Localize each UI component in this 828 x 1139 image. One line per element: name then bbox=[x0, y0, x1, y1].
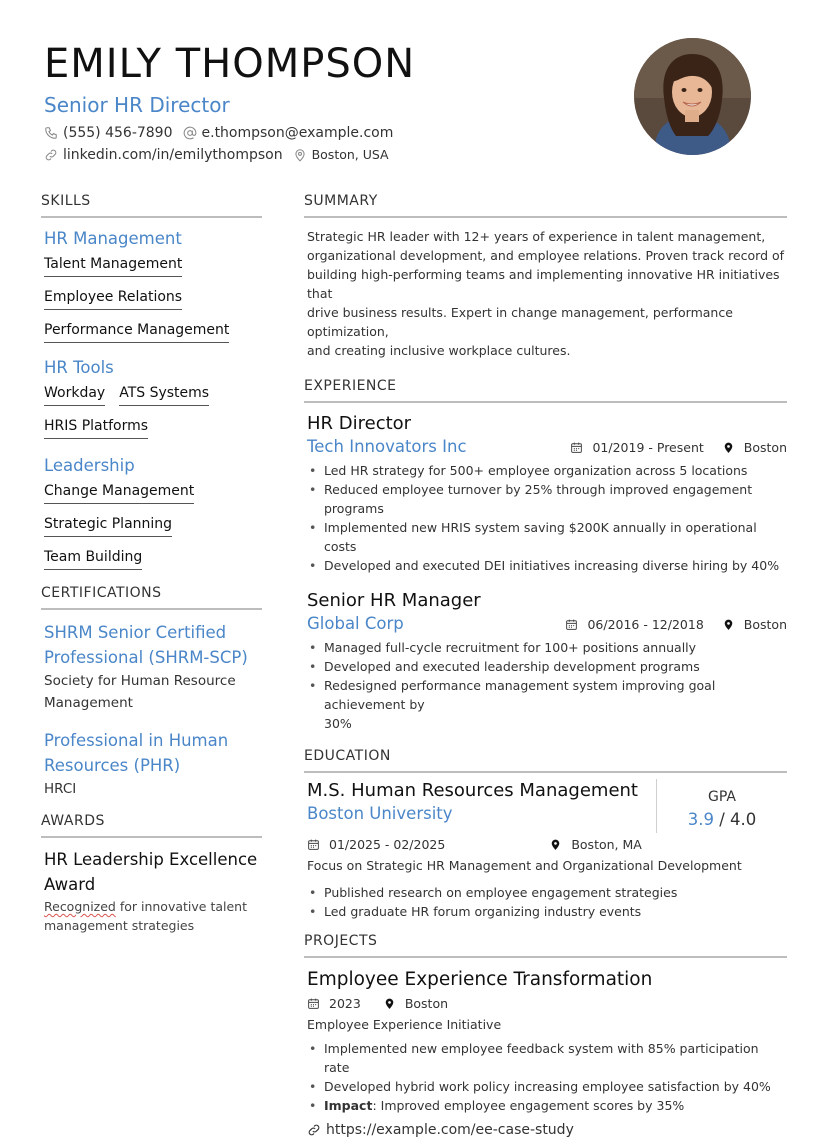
phone-contact[interactable] bbox=[44, 124, 173, 142]
certification-title: Resources (PHR) bbox=[44, 756, 181, 775]
degree-title: M.S. Human Resources Management bbox=[307, 780, 638, 801]
gpa-score: 3.9 bbox=[687, 810, 714, 829]
summary-heading: SUMMARY bbox=[304, 192, 787, 218]
phone-icon bbox=[44, 126, 58, 140]
summary-line: organizational development, and employee relations. Proven track record of bbox=[307, 248, 785, 263]
link-icon bbox=[307, 1123, 321, 1137]
job-meta bbox=[552, 440, 787, 455]
education-dates: 01/2025 - 02/2025 bbox=[329, 837, 446, 852]
project-link-text: https://example.com/ee-case-study bbox=[326, 1122, 574, 1138]
certification-issuer: Society for Human Resource bbox=[44, 673, 236, 689]
impact-text: : Improved employee engagement scores by 35% bbox=[372, 1098, 685, 1113]
position-title: Senior HR Manager bbox=[307, 590, 481, 611]
skill-chip: Strategic Planning bbox=[44, 515, 172, 537]
list-item: • Implemented new employee feedback system with 85% participation rate bbox=[307, 1039, 787, 1077]
skill-category bbox=[41, 357, 262, 439]
award-title: Award bbox=[44, 875, 96, 894]
contact-row-2 bbox=[44, 146, 604, 164]
certification-item bbox=[41, 620, 262, 714]
award-desc-rest: for innovative talent bbox=[115, 899, 247, 914]
list-item: • Developed and executed leadership development programs bbox=[307, 657, 787, 676]
skill-category-title: Leadership bbox=[44, 456, 135, 475]
link-icon bbox=[44, 148, 58, 162]
list-item-impact bbox=[307, 1096, 787, 1115]
position-title: HR Director bbox=[307, 413, 412, 434]
list-item: • Led graduate HR forum organizing industry events bbox=[307, 902, 787, 921]
project-location: Boston bbox=[404, 996, 449, 1011]
list-item: • Published research on employee engagement strategies bbox=[307, 883, 787, 902]
skill-category-title: HR Tools bbox=[44, 358, 114, 377]
job-entry bbox=[304, 589, 787, 733]
skill-chip: Team Building bbox=[44, 548, 142, 570]
project-bullets bbox=[307, 1039, 787, 1115]
job-location: Boston bbox=[743, 616, 787, 632]
education-meta bbox=[307, 837, 787, 852]
education-heading: EDUCATION bbox=[304, 747, 787, 773]
email-text: e.thompson@example.com bbox=[201, 125, 394, 141]
experience-heading: EXPERIENCE bbox=[304, 377, 787, 403]
summary-line: Strategic HR leader with 12+ years of experience in talent management, bbox=[307, 229, 766, 244]
job-entry bbox=[304, 412, 787, 575]
summary-line: building high-performing teams and implementing innovative HR initiatives that bbox=[307, 267, 780, 301]
job-bullets bbox=[307, 638, 787, 733]
list-item: • Managed full-cycle recruitment for 100+ positions annually bbox=[307, 638, 787, 657]
school-name: Boston University bbox=[307, 804, 453, 823]
job-company-line bbox=[307, 436, 787, 458]
linkedin-contact[interactable] bbox=[44, 146, 283, 164]
profile-photo bbox=[634, 38, 751, 155]
project-year: 2023 bbox=[329, 996, 361, 1011]
skill-chip: Employee Relations bbox=[44, 288, 182, 310]
location-pin-icon bbox=[722, 618, 735, 631]
certifications-heading: CERTIFICATIONS bbox=[41, 584, 262, 610]
skill-category bbox=[41, 455, 262, 570]
gpa-value bbox=[657, 807, 787, 833]
location-contact bbox=[293, 146, 389, 164]
list-item: • Developed hybrid work policy increasing employee satisfaction by 40% bbox=[307, 1077, 787, 1096]
education-main bbox=[307, 779, 657, 833]
job-bullets bbox=[307, 461, 787, 575]
email-contact[interactable] bbox=[183, 124, 394, 142]
location-pin-icon bbox=[293, 148, 307, 162]
education-bullets bbox=[307, 883, 787, 921]
job-meta bbox=[547, 617, 787, 632]
right-column bbox=[304, 192, 787, 1139]
summary-line: and creating inclusive workplace cultures. bbox=[307, 343, 571, 358]
gpa-label: GPA bbox=[708, 789, 736, 805]
awards-heading: AWARDS bbox=[41, 812, 262, 838]
calendar-icon bbox=[570, 441, 583, 454]
project-title: Employee Experience Transformation bbox=[307, 969, 653, 990]
resume-header bbox=[44, 40, 604, 164]
skill-chip: Performance Management bbox=[44, 321, 229, 343]
project-link[interactable] bbox=[307, 1120, 787, 1139]
calendar-icon bbox=[307, 838, 320, 851]
skill-chip: Talent Management bbox=[44, 255, 182, 277]
education-entry bbox=[307, 779, 787, 833]
company-name: Tech Innovators Inc bbox=[307, 437, 467, 456]
skill-chip: HRIS Platforms bbox=[44, 417, 148, 439]
certification-issuer: Management bbox=[44, 695, 133, 711]
list-item: • Redesigned performance management system improving goal achievement by bbox=[307, 676, 787, 714]
location-pin-icon bbox=[383, 997, 396, 1010]
certification-title: SHRM Senior Certified bbox=[44, 623, 227, 642]
summary-line: drive business results. Expert in change management, performance optimization, bbox=[307, 305, 733, 339]
skills-heading: SKILLS bbox=[41, 192, 262, 218]
award-desc-word: Recognized bbox=[44, 899, 116, 914]
certification-item bbox=[41, 728, 262, 800]
impact-label: Impact bbox=[324, 1098, 373, 1113]
calendar-icon bbox=[307, 997, 320, 1010]
calendar-icon bbox=[565, 618, 578, 631]
award-description bbox=[44, 897, 262, 916]
skill-category bbox=[41, 228, 262, 343]
skill-chip: ATS Systems bbox=[119, 384, 209, 406]
job-dates: 06/2016 - 12/2018 bbox=[587, 616, 704, 632]
skill-chip: Change Management bbox=[44, 482, 194, 504]
project-subtitle: Employee Experience Initiative bbox=[307, 1017, 502, 1032]
education-location: Boston, MA bbox=[571, 837, 642, 852]
summary-text bbox=[307, 227, 787, 360]
certification-title: Professional (SHRM-SCP) bbox=[44, 648, 248, 667]
list-item: • Led HR strategy for 500+ employee organization across 5 locations bbox=[307, 461, 787, 480]
projects-heading: PROJECTS bbox=[304, 932, 787, 958]
skill-chip: Workday bbox=[44, 384, 105, 406]
award-description: management strategies bbox=[44, 918, 195, 933]
award-item bbox=[41, 847, 262, 935]
gpa-total: 4.0 bbox=[730, 810, 757, 829]
phone-text: (555) 456-7890 bbox=[63, 125, 173, 141]
list-item: • Developed and executed DEI initiatives increasing diverse hiring by 40% bbox=[307, 556, 787, 575]
list-item-continuation: 30% bbox=[324, 716, 352, 731]
contact-row-1 bbox=[44, 124, 604, 142]
linkedin-text: linkedin.com/in/emilythompson bbox=[63, 147, 283, 163]
project-entry bbox=[304, 968, 787, 1139]
at-icon bbox=[183, 126, 197, 140]
list-item: • Reduced employee turnover by 25% through improved engagement programs bbox=[307, 480, 787, 518]
gpa-separator: / bbox=[713, 810, 731, 829]
skill-category-title: HR Management bbox=[44, 229, 182, 248]
candidate-name: EMILY THOMPSON bbox=[44, 41, 416, 87]
location-pin-icon bbox=[549, 838, 562, 851]
job-dates: 01/2019 - Present bbox=[592, 439, 704, 455]
list-item: • Implemented new HRIS system saving $200K annually in operational costs bbox=[307, 518, 787, 556]
award-title: HR Leadership Excellence bbox=[44, 850, 258, 869]
company-name: Global Corp bbox=[307, 614, 404, 633]
location-text: Boston, USA bbox=[311, 147, 389, 162]
job-title: Senior HR Director bbox=[44, 93, 230, 117]
education-focus: Focus on Strategic HR Management and Organizational Development bbox=[307, 858, 742, 873]
certification-title: Professional in Human bbox=[44, 731, 229, 750]
job-company-line bbox=[307, 613, 787, 635]
certification-issuer: HRCI bbox=[44, 781, 77, 797]
left-column bbox=[41, 192, 262, 935]
location-pin-icon bbox=[722, 441, 735, 454]
project-meta bbox=[307, 996, 787, 1011]
gpa-box bbox=[657, 779, 787, 833]
job-location: Boston bbox=[743, 439, 787, 455]
